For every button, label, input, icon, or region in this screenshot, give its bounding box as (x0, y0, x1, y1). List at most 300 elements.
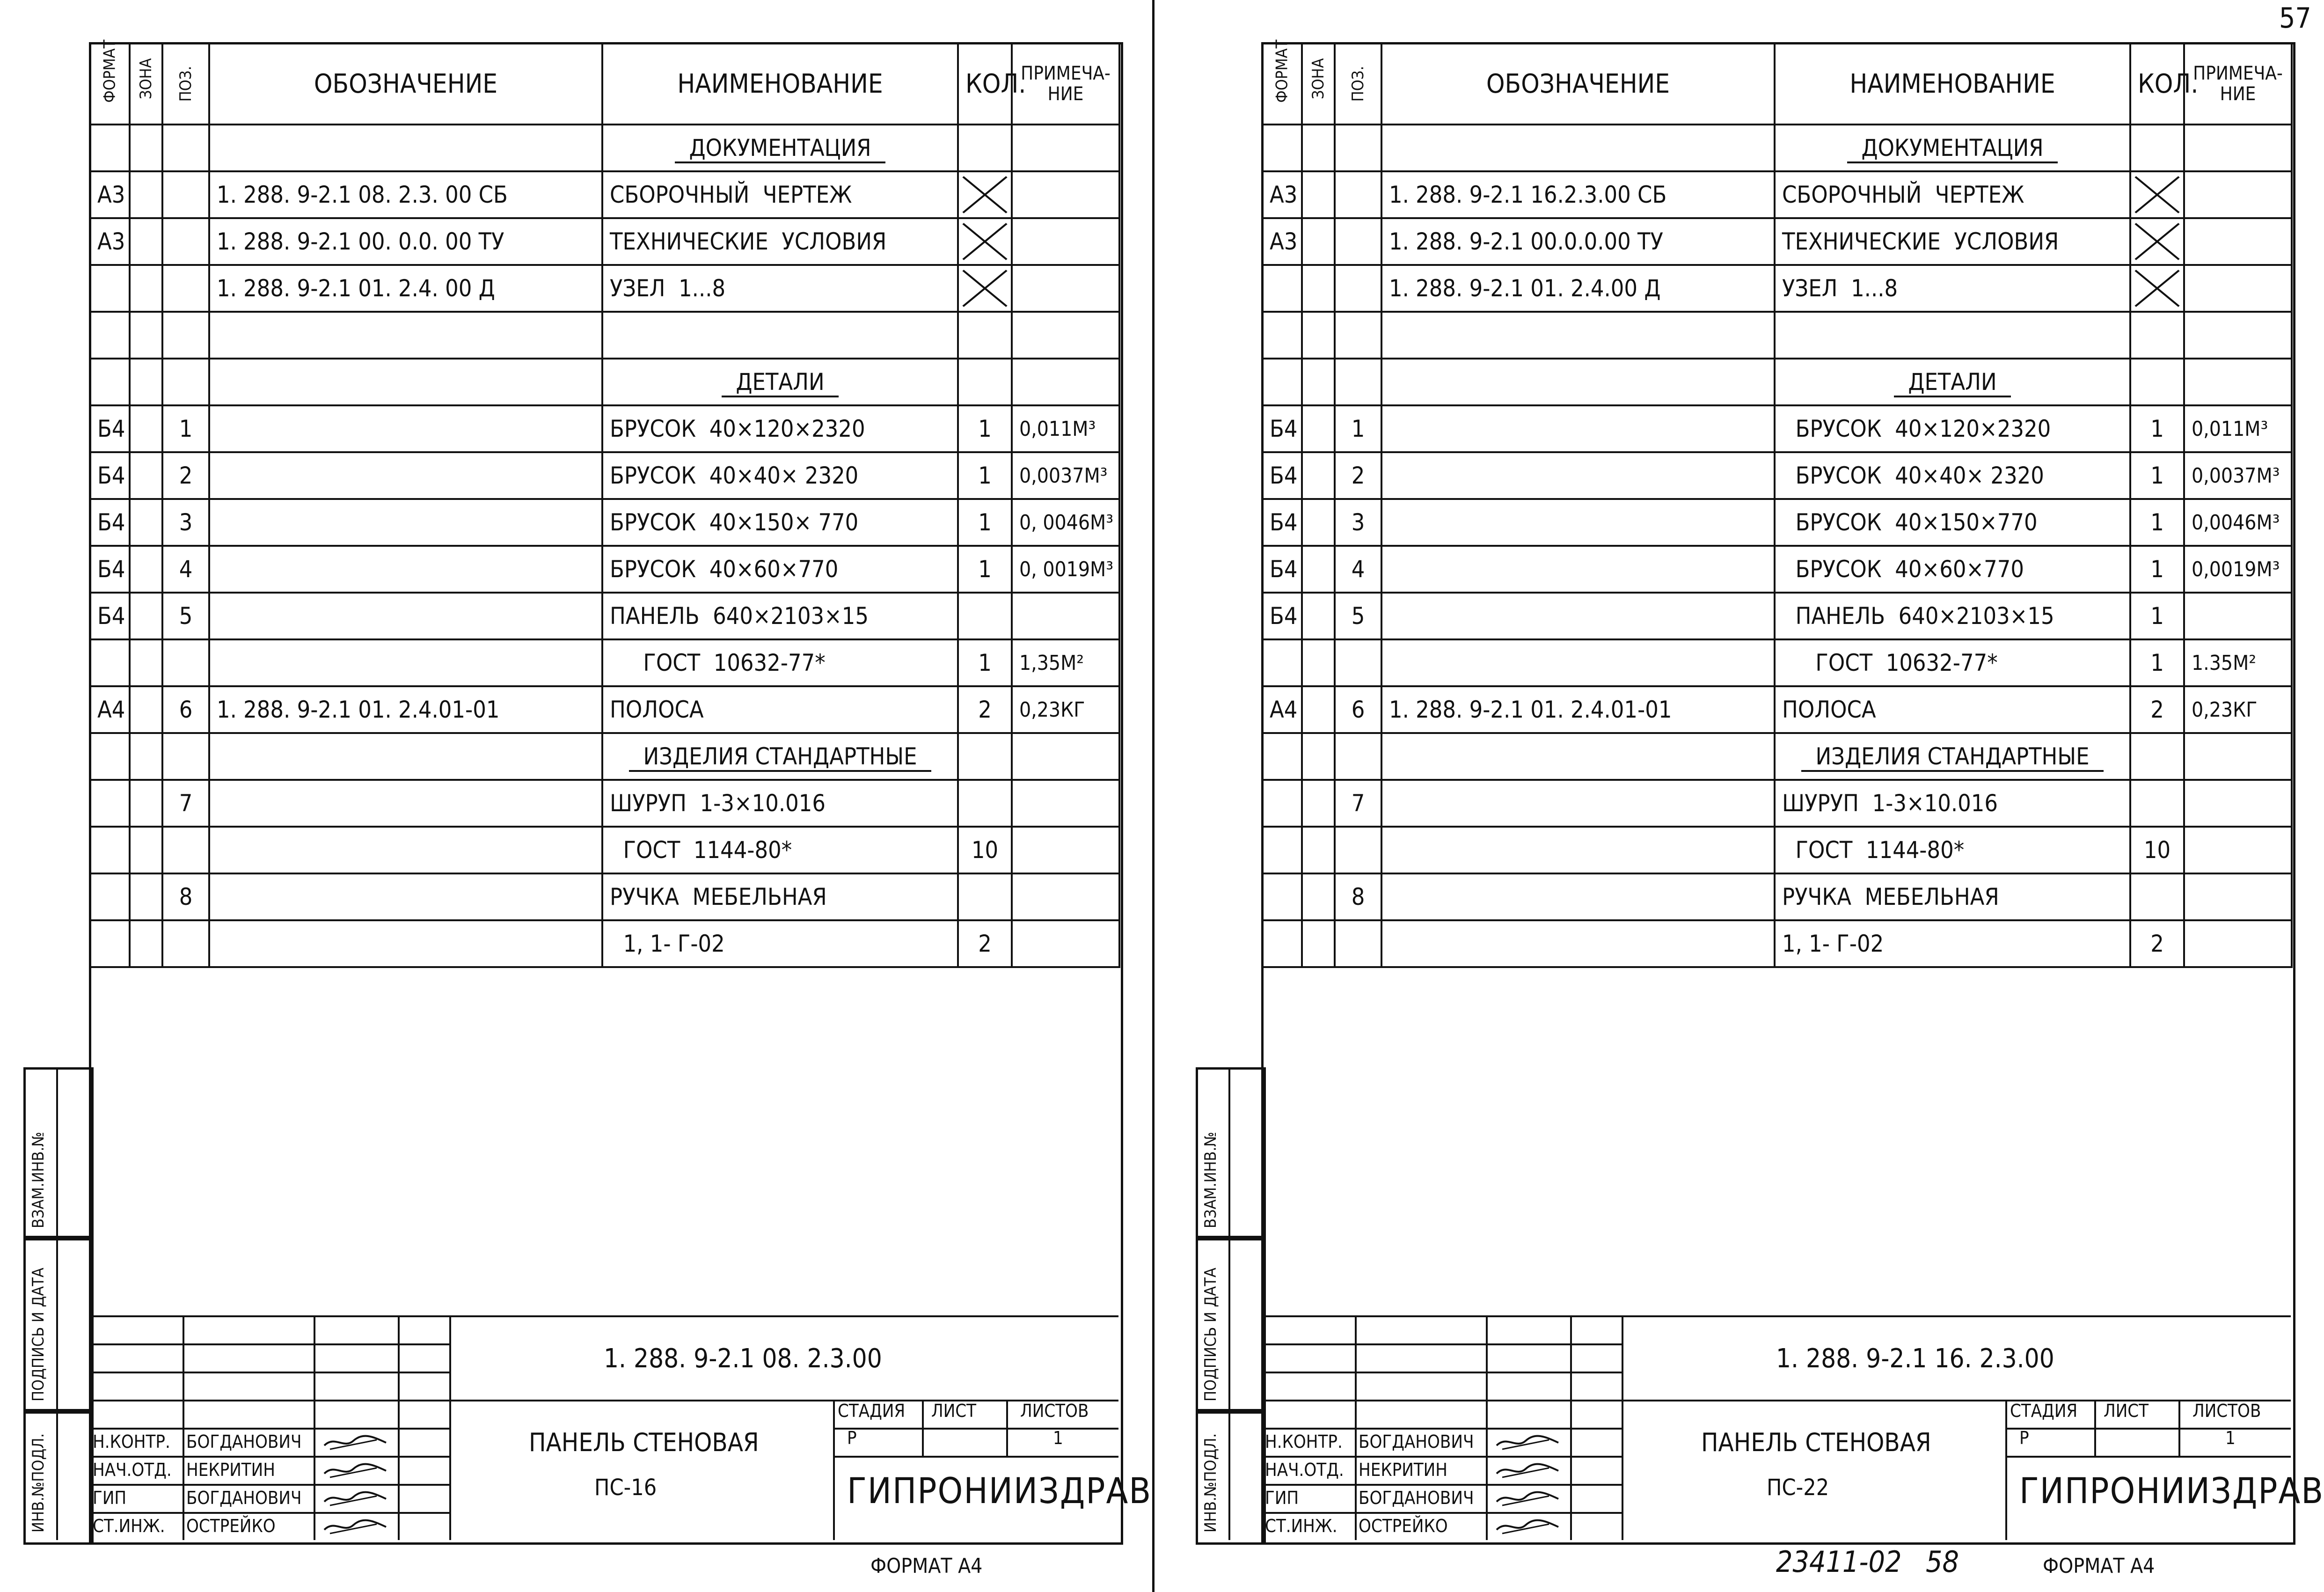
row-note (1012, 171, 1119, 218)
signature (321, 1515, 391, 1540)
row-qty (2130, 780, 2184, 827)
table-row (1262, 125, 2292, 171)
row-designation (1381, 593, 1775, 639)
row-format (90, 780, 130, 827)
row-format (1262, 125, 1302, 171)
side-strip-divider (1228, 1236, 1230, 1409)
qty-cross-mark (2130, 218, 2184, 265)
row-format: А3 (1262, 218, 1302, 265)
row-qty: 1 (2130, 499, 2184, 546)
row-note: 0,0046М³ (2184, 499, 2292, 546)
row-zone (1302, 593, 1335, 639)
doc-code: 1. 288. 9-2.1 16. 2.3.00 (1776, 1343, 2054, 1374)
row-name: РУЧКА МЕБЕЛЬНАЯ (602, 873, 958, 920)
row-designation (1381, 312, 1775, 359)
title-block-col (1486, 1315, 1488, 1540)
row-designation (209, 733, 602, 780)
table-row (1262, 499, 2292, 546)
row-zone (130, 218, 162, 265)
row-format (1262, 359, 1302, 405)
row-designation: 1. 288. 9-2.1 01. 2.4.01-01 (209, 686, 602, 733)
role-person: ОСТРЕЙКО (1359, 1516, 1448, 1536)
section-heading (1775, 125, 2130, 171)
role-person: НЕКРИТИН (1359, 1460, 1447, 1480)
row-zone (1302, 312, 1335, 359)
row-format (1262, 733, 1302, 780)
qty-cross-mark (958, 171, 1012, 218)
row-designation (209, 546, 602, 593)
table-row (90, 639, 1119, 686)
table-row (1262, 873, 2292, 920)
row-designation (1381, 920, 1775, 967)
row-zone (1302, 780, 1335, 827)
row-pos: 3 (162, 499, 209, 546)
row-qty: 1 (2130, 639, 2184, 686)
row-designation (209, 312, 602, 359)
table-row (90, 265, 1119, 312)
row-zone (1302, 218, 1335, 265)
row-pos: 7 (162, 780, 209, 827)
row-zone (1302, 499, 1335, 546)
stage-grid-line (833, 1428, 1118, 1430)
row-note (1012, 873, 1119, 920)
row-pos: 7 (1335, 780, 1381, 827)
row-designation (209, 593, 602, 639)
signature (1493, 1487, 1563, 1512)
title-block-col (314, 1315, 315, 1540)
row-format: А3 (90, 171, 130, 218)
title-block-col (183, 1315, 184, 1540)
row-note (1012, 780, 1119, 827)
row-zone (1302, 171, 1335, 218)
row-name: ПОЛОСА (602, 686, 958, 733)
row-qty: 1 (2130, 405, 2184, 452)
row-designation: 1. 288. 9-2.1 00. 0.0. 00 ТУ (209, 218, 602, 265)
row-note (2184, 265, 2292, 312)
header-note: ПРИМЕЧА- НИЕ (1012, 43, 1119, 125)
row-note: 0,23КГ (2184, 686, 2292, 733)
table-row (1262, 733, 2292, 780)
row-qty (2130, 733, 2184, 780)
row-note: 0,011М³ (1012, 405, 1119, 452)
table-row (1262, 218, 2292, 265)
row-format: Б4 (90, 593, 130, 639)
row-format (90, 125, 130, 171)
row-note (2184, 312, 2292, 359)
row-qty: 2 (2130, 686, 2184, 733)
stage-grid-line (2005, 1456, 2291, 1458)
row-name: ТЕХНИЧЕСКИЕ УСЛОВИЯ (602, 218, 958, 265)
signature (321, 1431, 391, 1456)
row-zone (130, 686, 162, 733)
row-zone (1302, 125, 1335, 171)
row-qty: 10 (2130, 827, 2184, 873)
row-designation (209, 639, 602, 686)
section-heading-text: ДЕТАЛИ (722, 368, 838, 397)
table-row (1262, 593, 2292, 639)
title-block-line (1261, 1343, 1622, 1345)
row-zone (130, 827, 162, 873)
row-designation (209, 452, 602, 499)
row-note (2184, 733, 2292, 780)
table-row (1262, 452, 2292, 499)
row-designation: 1. 288. 9-2.1 16.2.3.00 СБ (1381, 171, 1775, 218)
row-zone (130, 546, 162, 593)
qty-cross-mark (2130, 171, 2184, 218)
role-person: БОГДАНОВИЧ (1359, 1488, 1474, 1508)
stage-label: СТАДИЯ (2010, 1401, 2078, 1421)
row-note: 0,011М³ (2184, 405, 2292, 452)
table-row (90, 686, 1119, 733)
row-qty (958, 359, 1012, 405)
table-row (90, 920, 1119, 967)
row-zone (130, 405, 162, 452)
qty-cross-mark (2130, 265, 2184, 312)
row-note (2184, 171, 2292, 218)
row-pos: 4 (1335, 546, 1381, 593)
row-note (2184, 125, 2292, 171)
row-note (1012, 920, 1119, 967)
row-qty (2130, 312, 2184, 359)
row-zone (1302, 546, 1335, 593)
row-name: БРУСОК 40×150× 770 (602, 499, 958, 546)
row-format: Б4 (90, 499, 130, 546)
row-qty (958, 312, 1012, 359)
title-block-col (1355, 1315, 1357, 1540)
section-heading (602, 125, 958, 171)
table-row (90, 452, 1119, 499)
row-designation (1381, 405, 1775, 452)
row-designation (1381, 873, 1775, 920)
row-designation (209, 780, 602, 827)
section-heading-text: ДОКУМЕНТАЦИЯ (675, 134, 885, 163)
row-designation: 1. 288. 9-2.1 08. 2.3. 00 СБ (209, 171, 602, 218)
row-format (1262, 265, 1302, 312)
row-format: А4 (90, 686, 130, 733)
row-name: ПОЛОСА (1775, 686, 2130, 733)
row-zone (1302, 733, 1335, 780)
row-pos (1335, 265, 1381, 312)
row-qty: 1 (958, 452, 1012, 499)
row-pos: 2 (162, 452, 209, 499)
row-designation (1381, 125, 1775, 171)
row-zone (1302, 686, 1335, 733)
row-qty (2130, 359, 2184, 405)
title-block-line (1261, 1428, 1622, 1430)
table-row (1262, 639, 2292, 686)
header-note: ПРИМЕЧА- НИЕ (2184, 43, 2292, 125)
table-row (90, 125, 1119, 171)
row-note: 0,23КГ (1012, 686, 1119, 733)
row-format: Б4 (1262, 499, 1302, 546)
row-zone (130, 593, 162, 639)
row-name: УЗЕЛ 1...8 (602, 265, 958, 312)
header-pos: ПОЗ. (162, 43, 209, 125)
signature (321, 1459, 391, 1484)
row-qty (958, 780, 1012, 827)
sheets-label: ЛИСТОВ (1020, 1401, 1089, 1421)
side-label-inv: ИНВ.№ПОДЛ. (1201, 1433, 1220, 1533)
title-block-col (398, 1315, 400, 1540)
row-pos: 4 (162, 546, 209, 593)
row-zone (1302, 827, 1335, 873)
header-name: НАИМЕНОВАНИЕ (1775, 43, 2130, 125)
row-pos (1335, 359, 1381, 405)
side-label-podpis: ПОДПИСЬ И ДАТА (29, 1268, 48, 1401)
row-pos: 3 (1335, 499, 1381, 546)
row-zone (130, 265, 162, 312)
qty-cross-mark (958, 218, 1012, 265)
row-name: БРУСОК 40×120×2320 (602, 405, 958, 452)
row-pos: 5 (1335, 593, 1381, 639)
row-pos (162, 218, 209, 265)
row-note (1012, 125, 1119, 171)
role-label: НАЧ.ОТД. (1265, 1460, 1344, 1480)
row-designation: 1. 288. 9-2.1 01. 2.4.00 Д (1381, 265, 1775, 312)
row-pos (1335, 920, 1381, 967)
stage-grid-col (2178, 1400, 2180, 1456)
table-row (90, 593, 1119, 639)
table-row (1262, 920, 2292, 967)
role-person: ОСТРЕЙКО (186, 1516, 276, 1536)
row-format (90, 873, 130, 920)
row-zone (1302, 405, 1335, 452)
title-block-line (89, 1484, 449, 1486)
row-designation (1381, 780, 1775, 827)
signature (1493, 1515, 1563, 1540)
header-zone: ЗОНА (1302, 43, 1335, 125)
row-name: БРУСОК 40×60×770 (602, 546, 958, 593)
row-zone (1302, 452, 1335, 499)
row-pos (1335, 827, 1381, 873)
row-pos: 6 (1335, 686, 1381, 733)
row-pos (162, 265, 209, 312)
row-note: 0, 0046М³ (1012, 499, 1119, 546)
role-label: Н.КОНТР. (1265, 1431, 1343, 1452)
row-name: 1, 1- Г-02 (602, 920, 958, 967)
row-pos (1335, 218, 1381, 265)
role-label: Н.КОНТР. (93, 1431, 170, 1452)
stage-grid-col (1006, 1400, 1008, 1456)
sheet-label: ЛИСТ (2104, 1401, 2149, 1421)
row-note (2184, 827, 2292, 873)
section-heading (602, 359, 958, 405)
row-zone (130, 452, 162, 499)
header-format: ФОРМАТ (90, 43, 130, 125)
table-row (1262, 312, 2292, 359)
signature (1493, 1431, 1563, 1456)
row-format: Б4 (1262, 405, 1302, 452)
row-designation (1381, 546, 1775, 593)
row-format (1262, 827, 1302, 873)
row-format (90, 359, 130, 405)
row-format (1262, 780, 1302, 827)
section-heading-text: ДОКУМЕНТАЦИЯ (1847, 134, 2057, 163)
row-format: Б4 (90, 452, 130, 499)
row-pos (1335, 125, 1381, 171)
row-designation (209, 920, 602, 967)
row-zone (1302, 920, 1335, 967)
row-name: СБОРОЧНЫЙ ЧЕРТЕЖ (602, 171, 958, 218)
title-block-line (89, 1315, 1118, 1317)
spec-sheet-1 (0, 0, 1152, 1592)
row-name: БРУСОК 40×40× 2320 (1775, 452, 2130, 499)
role-label: СТ.ИНЖ. (1265, 1516, 1337, 1536)
row-format (90, 639, 130, 686)
row-pos: 1 (162, 405, 209, 452)
row-qty (958, 593, 1012, 639)
row-designation (1381, 827, 1775, 873)
role-label: СТ.ИНЖ. (93, 1516, 165, 1536)
row-format: Б4 (90, 546, 130, 593)
row-pos (162, 920, 209, 967)
row-qty: 1 (2130, 452, 2184, 499)
product-code: ПС-22 (1767, 1475, 1829, 1501)
row-note: 1.35М² (2184, 639, 2292, 686)
product-name: ПАНЕЛЬ СТЕНОВАЯ (1701, 1428, 1931, 1457)
table-row (1262, 686, 2292, 733)
row-pos: 8 (1335, 873, 1381, 920)
table-row (1262, 359, 2292, 405)
row-name (602, 312, 958, 359)
row-qty: 1 (2130, 546, 2184, 593)
organization: ГИПРОНИИЗДРАВ (847, 1470, 1152, 1511)
table-row (1262, 171, 2292, 218)
row-name: ГОСТ 1144-80* (1775, 827, 2130, 873)
title-block-line (1261, 1400, 1622, 1401)
row-designation (1381, 452, 1775, 499)
row-pos (1335, 312, 1381, 359)
row-designation (209, 405, 602, 452)
row-designation (209, 499, 602, 546)
side-label-vzam: ВЗАМ.ИНВ.№ (1201, 1131, 1220, 1228)
row-qty (2130, 125, 2184, 171)
title-block-col (1622, 1315, 1623, 1540)
table-row (90, 171, 1119, 218)
row-qty (958, 873, 1012, 920)
side-strip-divider (1228, 1409, 1230, 1540)
row-zone (1302, 639, 1335, 686)
row-note (1012, 265, 1119, 312)
side-strip-divider (56, 1067, 58, 1236)
row-pos (1335, 639, 1381, 686)
row-zone (1302, 359, 1335, 405)
row-format (90, 733, 130, 780)
section-heading-text: ИЗДЕЛИЯ СТАНДАРТНЫЕ (629, 743, 931, 772)
row-name: РУЧКА МЕБЕЛЬНАЯ (1775, 873, 2130, 920)
stage-label: СТАДИЯ (838, 1401, 906, 1421)
row-name: ГОСТ 10632-77* (602, 639, 958, 686)
row-note: 0,0019М³ (2184, 546, 2292, 593)
sheets-value: 1 (1053, 1428, 1063, 1448)
section-heading (1775, 359, 2130, 405)
row-designation: 1. 288. 9-2.1 00.0.0.00 ТУ (1381, 218, 1775, 265)
table-row (90, 359, 1119, 405)
section-heading (602, 733, 958, 780)
row-name: ШУРУП 1-3×10.016 (602, 780, 958, 827)
sheets-label: ЛИСТОВ (2192, 1401, 2261, 1421)
row-format: Б4 (1262, 593, 1302, 639)
format-label: ФОРМАТ А4 (870, 1554, 983, 1578)
row-zone (1302, 873, 1335, 920)
stage-value: Р (847, 1428, 857, 1448)
row-note (2184, 218, 2292, 265)
side-strip-divider (1228, 1067, 1230, 1236)
row-note (2184, 873, 2292, 920)
row-note (1012, 312, 1119, 359)
row-qty: 1 (958, 499, 1012, 546)
table-row (90, 873, 1119, 920)
row-format: А3 (90, 218, 130, 265)
page-number: 58 (1926, 1545, 1959, 1579)
row-name: 1, 1- Г-02 (1775, 920, 2130, 967)
row-zone (130, 359, 162, 405)
row-qty: 1 (2130, 593, 2184, 639)
table-row (90, 546, 1119, 593)
row-qty: 2 (958, 686, 1012, 733)
role-label: ГИП (1265, 1488, 1299, 1508)
row-designation: 1. 288. 9-2.1 01. 2.4.01-01 (1381, 686, 1775, 733)
side-label-inv: ИНВ.№ПОДЛ. (29, 1433, 48, 1533)
role-label: ГИП (93, 1488, 127, 1508)
stage-grid-line (833, 1456, 1118, 1458)
table-row (1262, 546, 2292, 593)
row-qty: 10 (958, 827, 1012, 873)
row-note (1012, 827, 1119, 873)
row-qty: 1 (958, 405, 1012, 452)
table-row (90, 405, 1119, 452)
sheets-value: 1 (2225, 1428, 2236, 1448)
row-pos (162, 359, 209, 405)
row-format (1262, 920, 1302, 967)
row-pos: 1 (1335, 405, 1381, 452)
stage-value: Р (2019, 1428, 2029, 1448)
sheet-label: ЛИСТ (931, 1401, 977, 1421)
title-block-col (449, 1315, 451, 1540)
row-zone (130, 499, 162, 546)
title-block-line (1261, 1456, 1622, 1458)
role-person: БОГДАНОВИЧ (186, 1431, 302, 1452)
row-qty: 2 (958, 920, 1012, 967)
qty-cross-mark (958, 265, 1012, 312)
row-pos (162, 312, 209, 359)
table-row (90, 827, 1119, 873)
header-qty: КОЛ. (958, 43, 1012, 125)
row-pos (1335, 733, 1381, 780)
row-designation (1381, 733, 1775, 780)
row-format (90, 920, 130, 967)
row-note (1012, 733, 1119, 780)
row-zone (1302, 265, 1335, 312)
row-zone (130, 312, 162, 359)
row-pos (162, 639, 209, 686)
title-block-line (1261, 1315, 2291, 1317)
row-zone (130, 780, 162, 827)
stage-grid-line (2005, 1428, 2291, 1430)
row-pos: 6 (162, 686, 209, 733)
table-row (90, 733, 1119, 780)
table-header-row (90, 43, 1119, 125)
row-qty: 2 (2130, 920, 2184, 967)
row-name: БРУСОК 40×40× 2320 (602, 452, 958, 499)
side-strip-divider (56, 1409, 58, 1540)
section-heading-text: ДЕТАЛИ (1894, 368, 2010, 397)
title-block-col (2005, 1400, 2007, 1540)
row-designation (1381, 639, 1775, 686)
row-note (1012, 593, 1119, 639)
table-row (1262, 405, 2292, 452)
table-row (90, 780, 1119, 827)
